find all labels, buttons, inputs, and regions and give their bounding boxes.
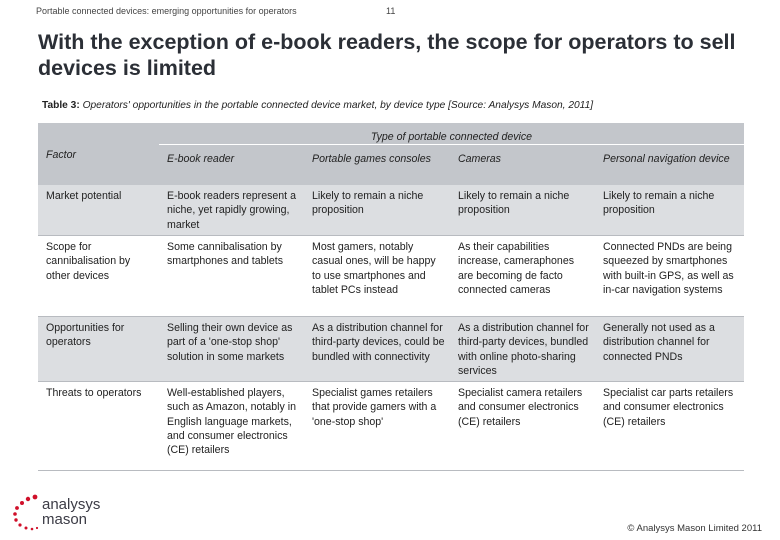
column-header-games: Portable games consoles (312, 153, 431, 165)
table-cell: Well-established players, such as Amazon, notably in English language markets, and consumer electronics (CE) retailers (167, 387, 296, 457)
column-header-ebook: E-book reader (167, 153, 235, 165)
row-factor: Scope for cannibalisation by other devices (46, 241, 131, 282)
table-row (38, 317, 744, 382)
running-title: Portable connected devices: emerging opportunities for operators (36, 6, 297, 16)
table-cell: Specialist car parts retailers and consumer electronics (CE) retailers (603, 387, 734, 428)
table-cell: Generally not used as a distribution channel for connected PNDs (603, 322, 715, 363)
table-caption (42, 100, 593, 111)
logo-line-1: analysys (42, 496, 101, 513)
row-factor: Threats to operators (46, 387, 142, 399)
page-number: 11 (386, 6, 396, 16)
caption-label: Table 3: (42, 100, 80, 111)
page-title: With the exception of e-book readers, the scope for operators to sell devices is limited (38, 30, 736, 80)
table-row (38, 185, 744, 236)
column-header-cameras: Cameras (458, 153, 501, 165)
table-row (38, 382, 744, 471)
logo-line-2: mason (42, 511, 88, 528)
table-row (38, 236, 744, 317)
column-header-pnd: Personal navigation device (603, 153, 730, 165)
opportunities-table (38, 123, 744, 471)
factor-header: Factor (46, 149, 77, 161)
row-factor: Market potential (46, 190, 122, 202)
copyright-notice: © Analysys Mason Limited 2011 (627, 523, 762, 534)
device-type-group-header (159, 123, 744, 145)
caption-text: Operators' opportunities in the portable connected device market, by device type [Source: Analysys Mason, 2011] (82, 100, 594, 111)
table-cell: Most gamers, notably casual ones, will be happy to use smartphones and tablet PCs instead (312, 241, 436, 296)
table-cell: Selling their own device as part of a 'one-stop shop' solution in some markets (167, 322, 293, 363)
table-cell: Likely to remain a niche proposition (603, 190, 715, 217)
table-cell: Likely to remain a niche proposition (458, 190, 570, 217)
table-cell: Connected PNDs are being squeezed by smartphones with built-in GPS, as well as in-car navigation systems (603, 241, 734, 296)
table-cell: Specialist games retailers that provide gamers with a 'one-stop shop' (312, 387, 437, 428)
table-cell: Specialist camera retailers and consumer electronics (CE) retailers (458, 387, 583, 428)
row-factor: Opportunities for operators (46, 322, 125, 349)
table-cell: As their capabilities increase, cameraphones are becoming de facto connected cameras (458, 241, 575, 296)
table-cell: E-book readers represent a niche, yet rapidly growing, market (167, 190, 296, 231)
table-cell: Some cannibalisation by smartphones and tablets (167, 241, 284, 268)
table-cell: As a distribution channel for third-party devices, bundled with online photo-sharing services (458, 322, 589, 377)
group-header-label: Type of portable connected device (370, 131, 533, 143)
table-column-header-row (159, 145, 744, 185)
logo-wordmark (42, 497, 100, 527)
table-cell: Likely to remain a niche proposition (312, 190, 424, 217)
table-cell: As a distribution channel for third-party devices, could be bundled with connectivity (312, 322, 445, 363)
